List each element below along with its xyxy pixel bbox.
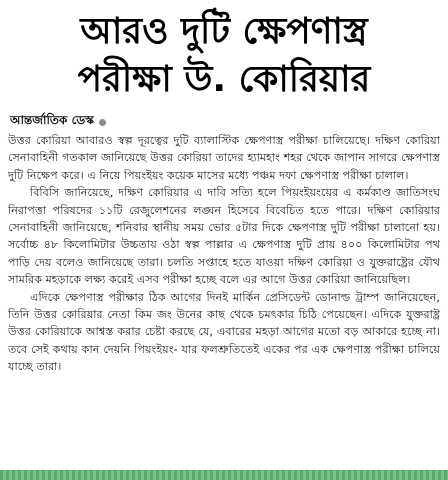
headline-line-2: পরীক্ষা উ. কোরিয়ার <box>77 59 371 100</box>
bullet-dot-icon <box>99 119 106 126</box>
headline <box>0 0 448 104</box>
headline-line-1: আরও দুটি ক্ষেপণাস্ত্র <box>80 11 368 52</box>
paragraph-1: উত্তর কোরিয়া আবারও স্বল্প দূরত্বের দুটি ব্যালাস্টিক ক্ষেপণাস্ত্র পরীক্ষা চালিয়েছে। দক্ষিণ কোরিয়া সেনাবাহিনী গতকাল জানিয়েছে উত্তর কোরিয়া তাদের হ্যামহাং শহর থেকে জাপান সাগরে ক্ষেপণাস্ত্র দুটি নিক্ষেপ করে। এ নিয়ে পিয়ংইয়ং কয়েক মাসের মধ্যে পঞ্চম দফা ক্ষেপণাস্ত্র পরীক্ষা চালাল। <box>8 134 440 182</box>
bottom-border-band <box>0 470 448 480</box>
byline <box>10 114 448 130</box>
byline-text: আন্তর্জাতিক ডেস্ক <box>10 113 94 127</box>
article-body <box>0 130 448 376</box>
paragraph-2: বিবিসি জানিয়েছে, দক্ষিণ কোরিয়ার এ দাবি সত্যি হলে পিয়ংইয়ংয়ের এ কর্মকাণ্ড জাতিসংঘ নিরাপত্তা পরিষদের ১১টি রেজুলেশনের লঙ্ঘন হিসেবে বিবেচিত হতে পারে। দক্ষিণ কোরিয়ার সেনাবাহিনী জানিয়েছে, শনিবার স্থানীয় সময় ভোর ৫টার দিকে ক্ষেপণাস্ত্র দুটি পরীক্ষা চালানো হয়। সর্বোচ্চ ৪৮ কিলোমিটার উচ্চতায় ওঠা স্বল্প পাল্লার এ ক্ষেপণাস্ত্র দুটি প্রায় ৪০০ কিলোমিটার পথ পাড়ি দেয় বলেও জানিয়েছে তারা। চলতি সপ্তাহে হতে যাওয়া দক্ষিণ কোরিয়া ও যুক্তরাষ্ট্রের যৌথ সামরিক মহড়াকে লক্ষ্য করেই এসব পরীক্ষা হচ্ছে বলে এর আগে উত্তর কোরিয়া জানিয়েছিল। <box>8 186 440 287</box>
paragraph-3: এদিকে ক্ষেপণাস্ত্র পরীক্ষার ঠিক আগের দিনই মার্কিন প্রেসিডেন্ট ডোনাল্ড ট্রাম্প জানিয়েছেন, তিনি উত্তর কোরিয়ার নেতা কিম জং উনের কাছ থেকে চমৎকার চিঠি পেয়েছেন। এদিকে যুক্তরাষ্ট্র উত্তর কোরিয়াকে আশ্বস্ত করার চেষ্টা করছে যে, এবারের মহড়া আগের মতো বড় আকারে হচ্ছে না। তবে সেই কথায় কান দেয়নি পিয়ংইয়ং- যার ফলশ্রুতিতেই একের পর এক ক্ষেপণাস্ত্র পরীক্ষা চালিয়ে যাচ্ছে তারা। <box>8 290 440 374</box>
